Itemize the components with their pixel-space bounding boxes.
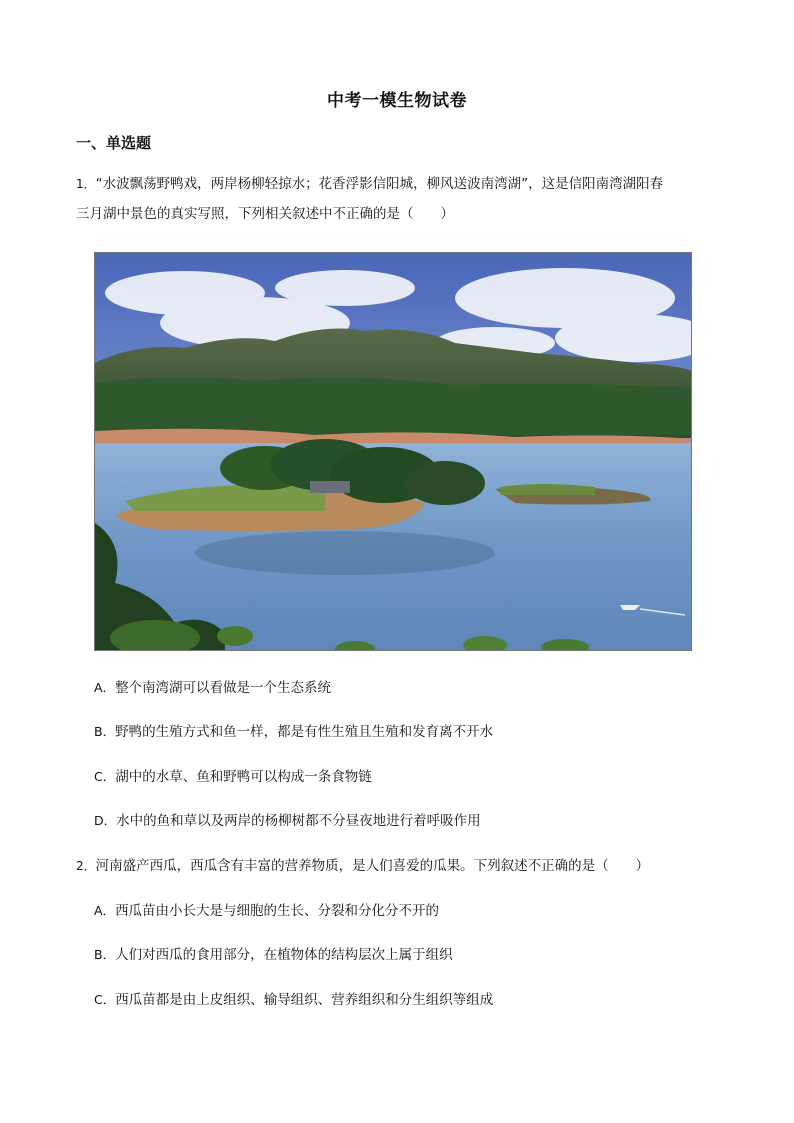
option-letter: A． bbox=[94, 903, 116, 918]
option-letter: A． bbox=[94, 680, 116, 695]
question-1-option-b[interactable] bbox=[94, 722, 493, 742]
lake-island-photo bbox=[94, 252, 692, 651]
option-letter: B． bbox=[94, 947, 116, 962]
question-2-option-b[interactable] bbox=[94, 945, 453, 965]
question-2-stem-text-1: 河南盛产西瓜，西瓜含有丰富的营养物质，是人们喜爱的瓜果。下列叙述不正确的是（ ） bbox=[95, 858, 650, 874]
page-title: 中考一模生物试卷 bbox=[327, 91, 467, 111]
question-1-stem-line-1 bbox=[76, 174, 663, 194]
section-heading: 一、单选题 bbox=[76, 134, 152, 152]
question-2-option-c[interactable] bbox=[94, 990, 493, 1010]
forest bbox=[95, 377, 692, 435]
question-1-stem-text-1: “水波飘荡野鸭戏，两岸杨柳轻掠水；花香浮影信阳城，柳风送波南湾湖”，这是信阳南湾湖阳春 bbox=[95, 176, 664, 192]
option-text: 整个南湾湖可以看做是一个生态系统 bbox=[115, 680, 332, 696]
question-2-stem-line-1 bbox=[76, 856, 649, 876]
option-letter: B． bbox=[94, 724, 116, 739]
option-text: 野鸭的生殖方式和鱼一样，都是有性生殖且生殖和发育离不开水 bbox=[115, 724, 494, 740]
option-text: 湖中的水草、鱼和野鸭可以构成一条食物链 bbox=[115, 769, 372, 785]
question-1-option-d[interactable] bbox=[94, 811, 481, 831]
question-2-number: 2． bbox=[76, 859, 96, 873]
option-letter: C． bbox=[94, 769, 116, 784]
option-text: 水中的鱼和草以及两岸的杨柳树都不分昼夜地进行着呼吸作用 bbox=[116, 813, 481, 829]
question-2-option-a[interactable] bbox=[94, 901, 439, 921]
option-letter: D． bbox=[94, 813, 117, 828]
question-1-option-c[interactable] bbox=[94, 767, 372, 787]
option-letter: C． bbox=[94, 992, 116, 1007]
question-1-option-a[interactable] bbox=[94, 678, 331, 698]
question-1-number: 1． bbox=[76, 177, 96, 191]
option-text: 西瓜苗都是由上皮组织、输导组织、营养组织和分生组织等组成 bbox=[115, 992, 494, 1008]
question-1-stem-line-2: 三月湖中景色的真实写照，下列相关叙述中不正确的是（ ） bbox=[76, 206, 454, 222]
lake-island-illustration bbox=[95, 253, 692, 651]
option-text: 西瓜苗由小长大是与细胞的生长、分裂和分化分不开的 bbox=[115, 903, 440, 919]
option-text: 人们对西瓜的食用部分，在植物体的结构层次上属于组织 bbox=[115, 947, 453, 963]
reflection bbox=[195, 531, 495, 575]
